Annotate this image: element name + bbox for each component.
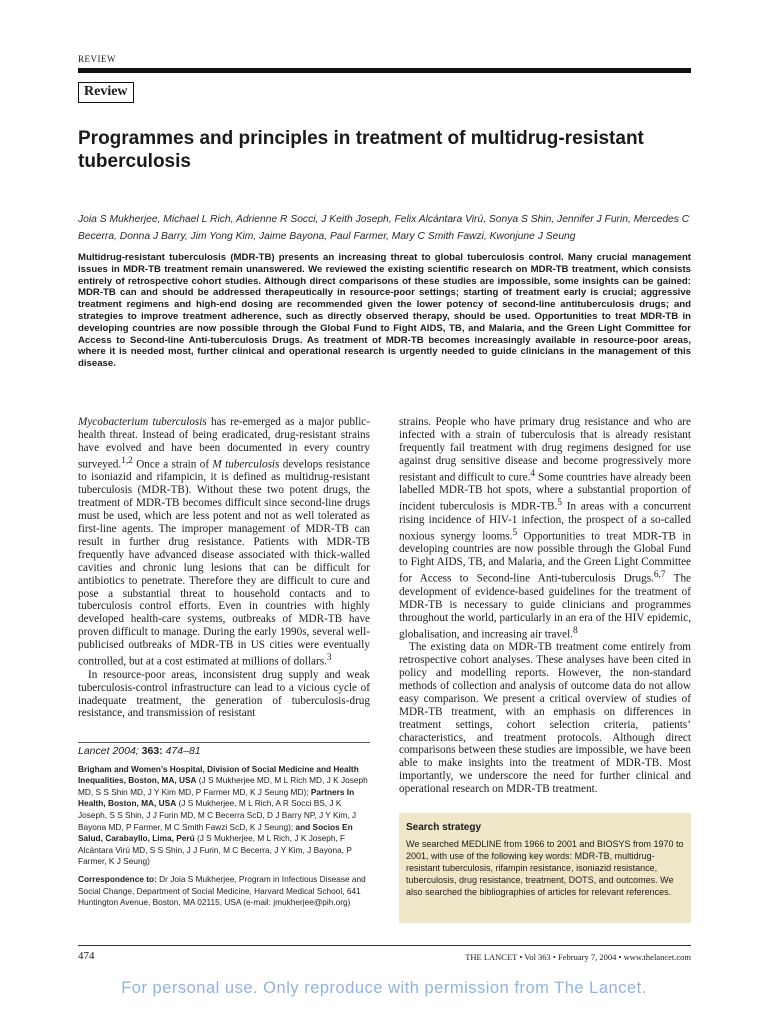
reference-mark: 8: [572, 625, 578, 636]
author-list: Joia S Mukherjee, Michael L Rich, Adrienne R Socci, J Keith Joseph, Felix Alcántara Virú, Sonya S Shin, Jennifer J Furin, Mercedes C Becerra, Donna J Barry, Jim Yong Kim, Jaime Bayona, Paul Farmer, Mary C Smith Fawzi, Kwonjune J Seung: [78, 214, 690, 242]
body-paragraph: Mycobacterium tuberculosis has re-emerged as a major public-health threat. Instead of being eradicated, drug-resistant strains have evolved and have been documented in every country surveyed.$^{1,2}$ Once a strain of M tuberculosis develops resistance to isoniazid and rifampicin, it is defined as multidrug-resistant tuberculosis (MDR-TB). Without these two potent drugs, the treatment of MDR-TB becomes difficult since second-line drugs must be used, which are less potent and not as well tolerated as first-line agents. The improper management of MDR-TB can result in further drug resistance. Patients with MDR-TB frequently have advanced disease associated with thick-walled cavities and chronic lung lesions that can be difficult for antibiotics to penetrate. Therefore they are difficult to cure and pose a substantial threat to household contacts and to tuberculosis control efforts. Even in countries with highly developed health-care systems, outbreaks of MDR-TB have proven difficult to manage. During the early 1990s, several well-publicised outbreaks of MDR-TB in US cities were eventually controlled, but at a cost estimated at millions of dollars.$^3$: [78, 416, 370, 668]
abstract: Multidrug-resistant tuberculosis (MDR-TB) presents an increasing threat to global tuberculosis control. Many crucial management issues in MDR-TB treatment remain unanswered. We reviewed the existing scientific research on MDR-TB treatment, which consists entirely of retrospective cohort studies. Although direct comparisons of these studies are impossible, some insights can be gained: MDR-TB can and should be addressed therapeutically in resource-poor settings; starting of treatment early is crucial; aggressive treatment regimens and high-end dosing are recommended given the lower potency of second-line antituberculosis drugs; and strategies to improve treatment adherence, such as directly observed therapy, should be used. Opportunities to treat MDR-TB in developing countries are now possible through the Global Fund to Fight AIDS, TB, and Malaria, and the Green Light Committee for Access to Second-line Anti-tuberculosis Drugs. As treatment of MDR-TB becomes increasingly available in resource-poor areas, where it is needed most, further clinical and operational research is urgently needed to guide clinicians in the management of this disease.: [78, 252, 691, 370]
affiliations-block: [78, 746, 370, 909]
permission-watermark: For personal use. Only reproduce with permission from The Lancet.: [121, 979, 647, 997]
running-footer: THE LANCET • Vol 363 • February 7, 2004 • www.thelancet.com: [465, 952, 691, 962]
article-title: Programmes and principles in treatment of multidrug-resistant tuberculosis: [78, 128, 644, 172]
reference-mark: 6,7: [653, 570, 666, 581]
reference-mark: 5: [512, 527, 518, 538]
search-strategy-title: Search strategy: [406, 822, 482, 833]
top-rule: [78, 68, 691, 73]
species-name: M tuberculosis: [212, 458, 280, 471]
body-column-left: [78, 416, 370, 720]
correspondence: Correspondence to: Dr Joia S Mukherjee, Program in Infectious Disease and Social Change, Department of Social Medicine, Harvard Medical School, 641 Huntington Avenue, Boston, MA 02115, USA (e-mail: jmukherjee@pih.org): [78, 873, 366, 908]
search-strategy-box: [399, 813, 691, 923]
reference-mark: 3: [326, 653, 332, 664]
affiliation-text: Brigham and Women’s Hospital, Division of Social Medicine and Health Inequalities, Boston, MA, USA (J S Mukherjee MD, M L Rich MD, J K Joseph MD, S S Shin MD, J Y Kim MD, P Farmer MD, K J Seung MD); Partners In Health, Boston, MA, USA (J S Mukherjee, M L Rich, A R Socci BS, J K Joseph, S S Shin, J J Furin MD, M C Becerra ScD, D J Barry NP, J Y Kim, J Bayona MD, P Farmer, M C Smith Fawzi ScD, K J Seung); and Socios En Salud, Carabayllo, Lima, Perú (J S Mukherjee, M L Rich, J K Joseph, F Alcántara Virú MD, S S Shin, J J Furin, M C Becerra, J Y Kim, J Bayona, P Farmer, K J Seung): [78, 763, 368, 867]
reference-mark: 5: [557, 498, 562, 509]
section-tag: REVIEW: [78, 54, 116, 64]
body-column-right: [399, 416, 691, 796]
reference-mark: 1,2: [121, 455, 133, 466]
body-paragraph: strains. People who have primary drug resistance and who are infected with a strain of tuberculosis that is already resistant frequently fail treatment with drug regimens designed for use against drug sensitive disease and become progressively more resistant and difficult to cure.$^4$ Some countries have already been labelled MDR-TB hot spots, where a substantial proportion of incident tuberculosis is MDR-TB.$^5$ In areas with a concurrent rising incidence of HIV-1 infection, the prospect of a so-called noxious synergy looms.$^5$ Opportunities to treat MDR-TB in developing countries are now possible through the Global Fund to Fight AIDS, TB, and Malaria, and the Green Light Committee for Access to Second-line Anti-tuberculosis Drugs.$^{6,7}$ The development of evidence-based guidelines for the treatment of MDR-TB is necessary to guide clinicians and programmes throughout the world, particularly in an era of the HIV epidemic, globalisation, and increasing air travel.$^8$: [399, 416, 692, 641]
reference-mark: 4: [530, 468, 536, 479]
body-paragraph: In resource-poor areas, inconsistent drug supply and weak tuberculosis-control infrastructure can lead to a vicious cycle of inadequate treatment, the generation of tuberculosis-drug resistance, and transmission of resistant: [78, 668, 370, 720]
review-label-box: Review: [78, 82, 134, 103]
body-paragraph: The existing data on MDR-TB treatment come entirely from retrospective cohort analyses. These analyses have been cited in policy and modelling reports. However, the non-standard methods of collection and analysis of outcome data do not allow easy comparison. We present a critical overview of studies of MDR-TB treatment, with an emphasis on differences in treatment settings, cohort selection criteria, patients’ characteristics, and treatment protocols. Although direct comparisons between these studies are impossible, we have been able to make insights into the treatment of MDR-TB. Most importantly, we underscore the need for further clinical and operational research on MDR-TB treatment.: [399, 641, 691, 796]
bottom-rule: [78, 945, 691, 946]
citation-line: Lancet 2004; 363: 474–81: [78, 745, 201, 757]
species-name: Mycobacterium tuberculosis: [78, 416, 207, 428]
page-number: 474: [78, 950, 95, 962]
search-strategy-text: We searched MEDLINE from 1966 to 2001 and BIOSYS from 1970 to 2001, with use of the following key words: MDR-TB, multidrug-resistant tuberculosis, rifampin resistance, isoniazid resistance, tuberculosis, drug resistance, treatment, DOTS, and outcomes. We also searched the bibliographies of articles for relevant references.: [406, 839, 684, 897]
meta-rule: [78, 742, 370, 743]
